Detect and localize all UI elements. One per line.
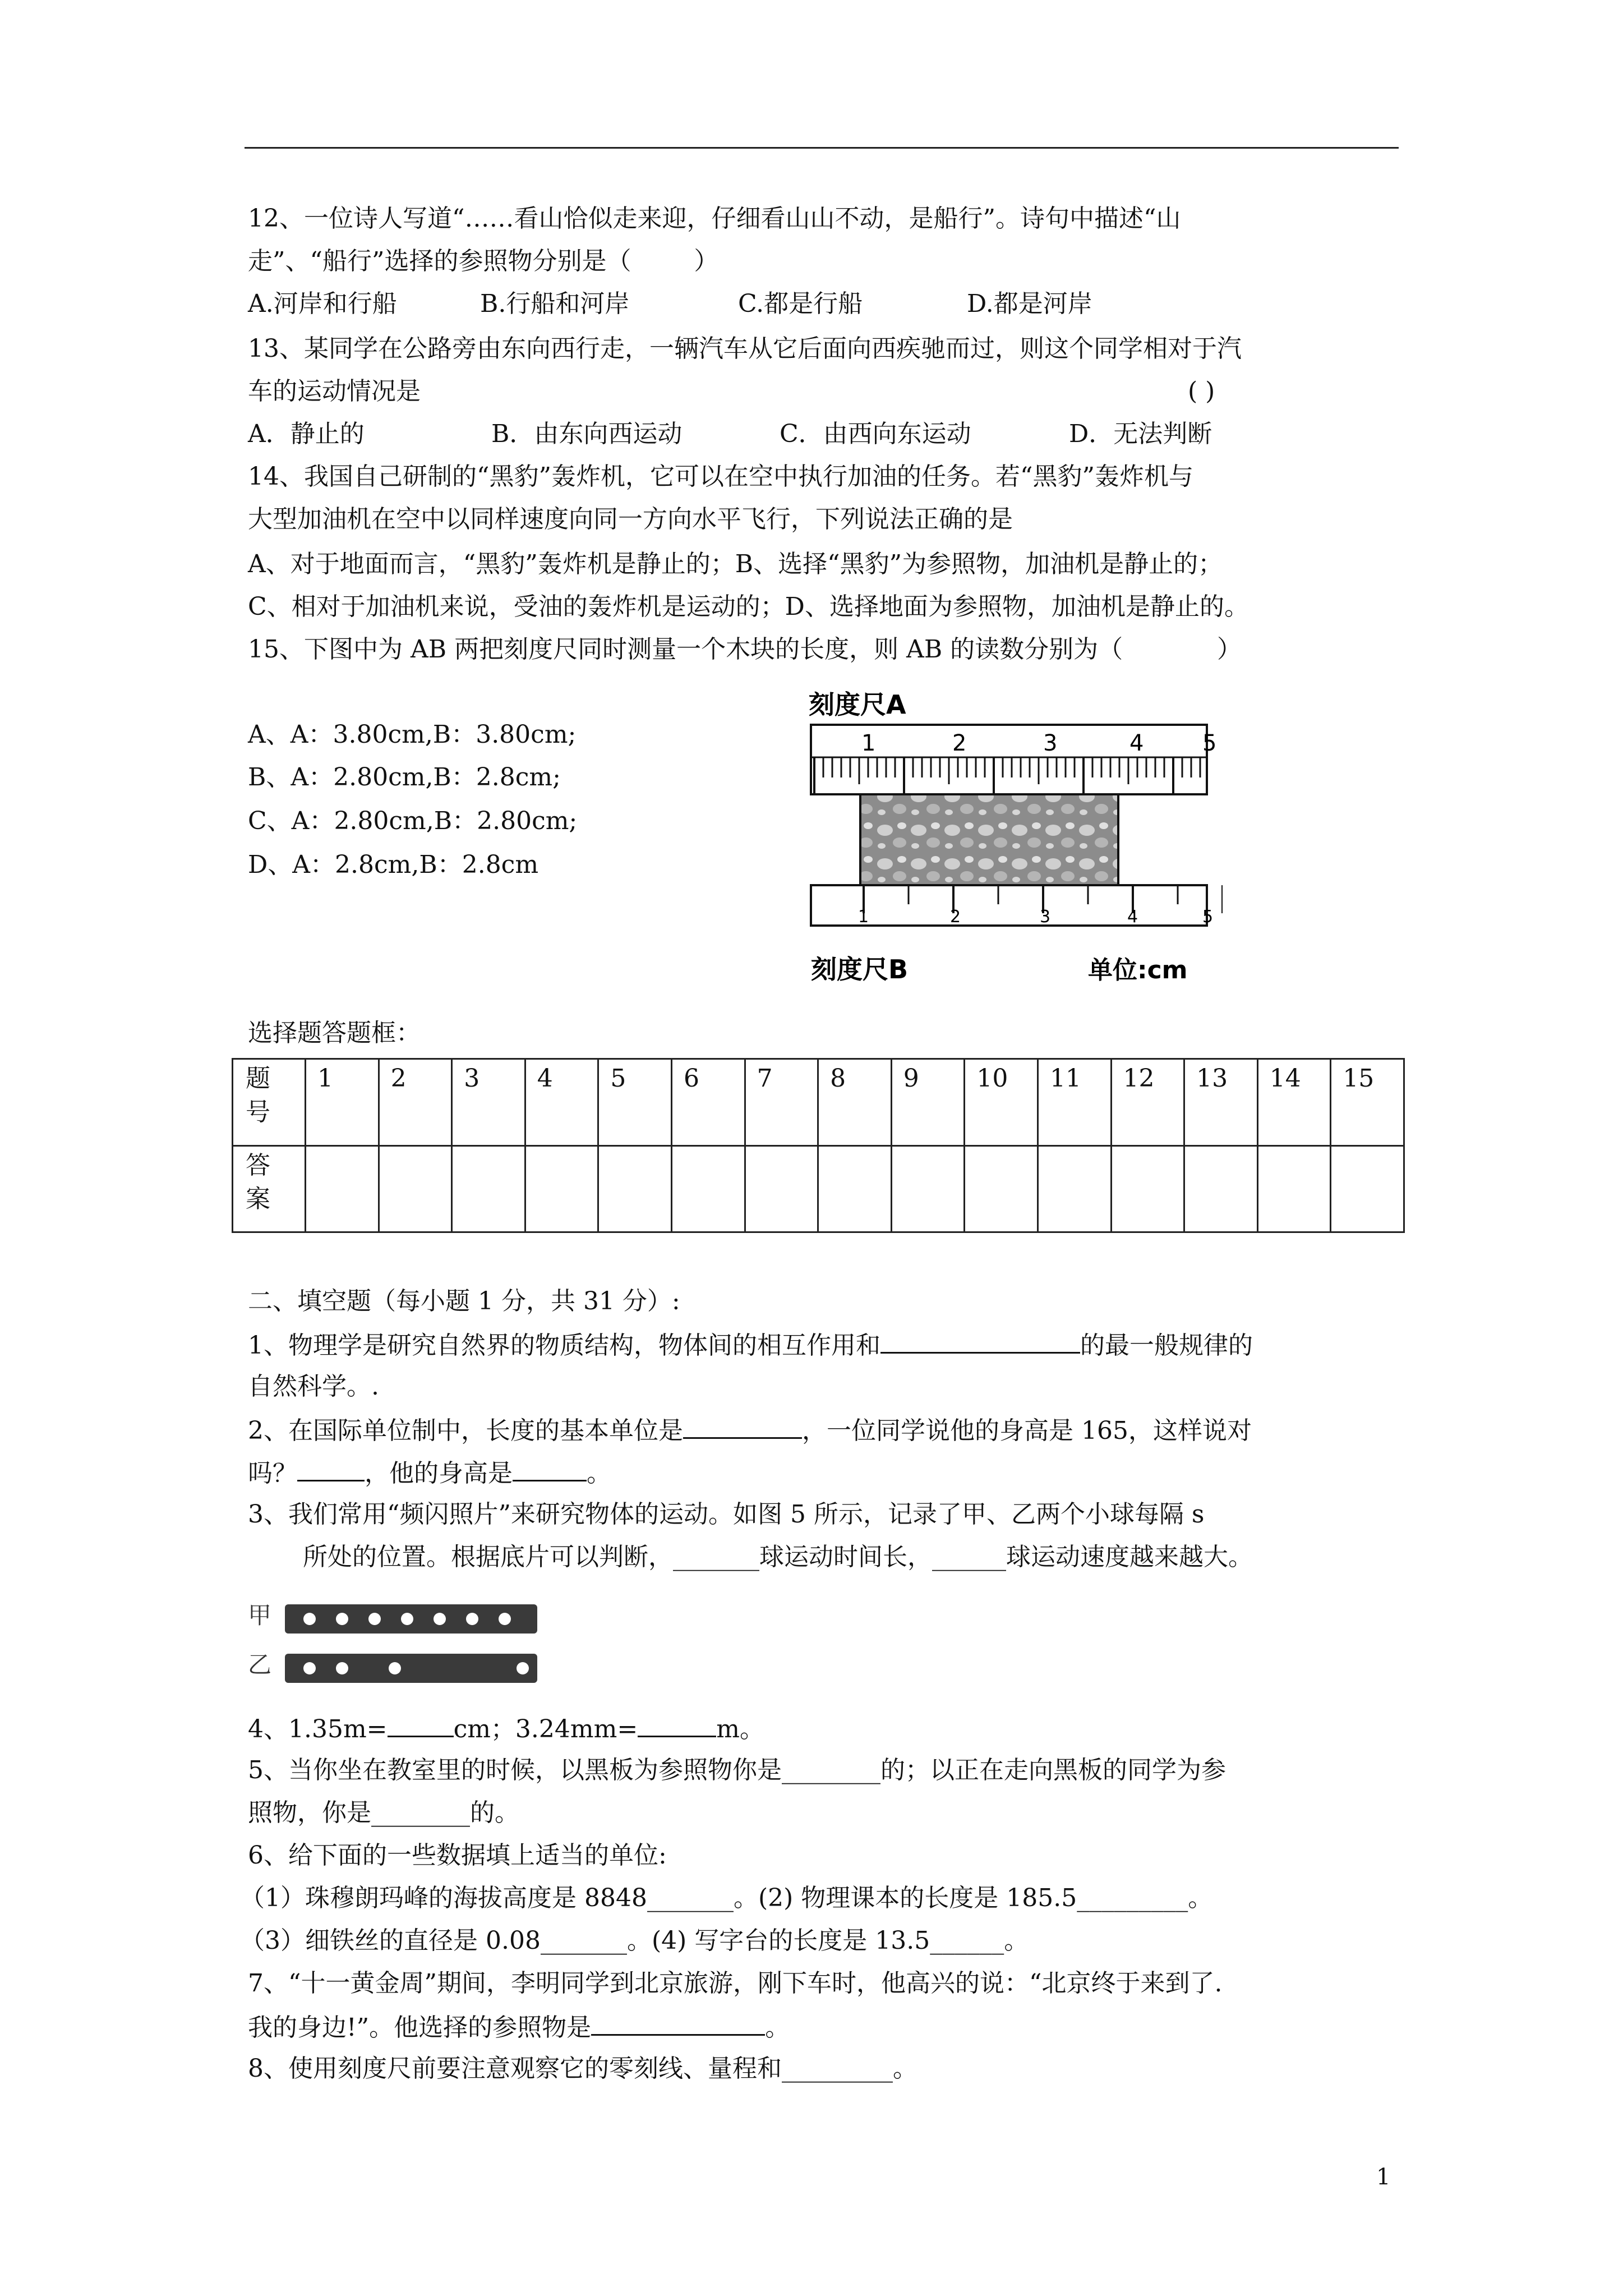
answer-cell[interactable] [1184, 1145, 1258, 1232]
page-number: 1 [1376, 2164, 1391, 2190]
flash-label-jia: 甲 [248, 1602, 272, 1629]
answer-number-cell: 4 [525, 1059, 598, 1146]
answer-number-cell: 7 [745, 1059, 818, 1146]
q12-option-c: C.都是行船 [738, 289, 863, 318]
ruler-b-tick-label: 1 [858, 907, 869, 927]
fill3-line2: 所处的位置。根据底片可以判断，_______球运动时间长，______球运动速度越来越大。 [303, 1543, 1253, 1571]
fill4-blank-cm[interactable] [388, 1711, 454, 1737]
q14-line3: A、对于地面而言，“黑豹”轰炸机是静止的；B、选择“黑豹”为参照物，加油机是静止的； [248, 550, 1223, 578]
answer-table-answer-header: 答 案 [233, 1145, 306, 1232]
answer-cell[interactable] [598, 1145, 672, 1232]
q15-option-a: A、A：3.80cm,B：3.80cm; [248, 720, 577, 749]
q14-line2: 大型加油机在空中以同样速度向同一方向水平飞行，下列说法正确的是 [248, 505, 1013, 533]
answer-cell[interactable] [965, 1145, 1038, 1232]
fill2-blank-correct[interactable] [297, 1455, 365, 1481]
ruler-b-tick-label: 4 [1127, 907, 1138, 927]
q13-option-d: D．无法判断 [1069, 420, 1212, 448]
flash-strip-yi [285, 1654, 537, 1683]
fill2-line2: 吗？ ，他的身高是 。 [248, 1455, 611, 1490]
ruler-figure [808, 684, 1223, 999]
q15-option-d: D、A：2.8cm,B：2.8cm [248, 850, 539, 879]
q15-option-b: B、A：2.80cm,B：2.8cm; [248, 763, 561, 792]
fill4-line: 4、1.35m= cm；3.24mm= m。 [248, 1711, 764, 1746]
answer-number-cell: 10 [965, 1059, 1038, 1146]
flash-ball [336, 1662, 348, 1674]
q12-line1: 12、一位诗人写道“……看山恰似走来迎，仔细看山山不动，是船行”。诗句中描述“山 [248, 204, 1181, 233]
q13-option-c: C．由西向东运动 [780, 420, 971, 448]
q13-line1: 13、某同学在公路旁由东向西行走，一辆汽车从它后面向西疾驰而过，则这个同学相对于汽 [248, 334, 1242, 363]
answer-cell[interactable] [525, 1145, 598, 1232]
answer-table [232, 1058, 1405, 1233]
flash-ball [517, 1662, 529, 1674]
answer-cell[interactable] [306, 1145, 379, 1232]
q14-line1: 14、我国自己研制的“黑豹”轰炸机，它可以在空中执行加油的任务。若“黑豹”轰炸机与 [248, 462, 1193, 491]
answer-number-cell: 6 [671, 1059, 745, 1146]
answer-cell[interactable] [1257, 1145, 1331, 1232]
answer-cell[interactable] [671, 1145, 745, 1232]
fill3-line1: 3、我们常用“频闪照片”来研究物体的运动。如图 5 所示，记录了甲、乙两个小球每隔 s [248, 1500, 1205, 1529]
flash-label-yi: 乙 [248, 1651, 272, 1678]
ruler-a-label: 刻度尺A [809, 689, 906, 720]
unit-label: 单位:cm [1088, 956, 1188, 984]
answer-cell[interactable] [891, 1145, 965, 1232]
answer-cell[interactable] [379, 1145, 452, 1232]
answer-number-cell: 9 [891, 1059, 965, 1146]
answer-cell[interactable] [1331, 1145, 1404, 1232]
q12-option-a: A.河岸和行船 [248, 289, 397, 318]
answer-number-cell: 13 [1184, 1059, 1258, 1146]
answer-number-cell: 14 [1257, 1059, 1331, 1146]
answer-number-cell: 5 [598, 1059, 672, 1146]
answer-number-cell: 3 [452, 1059, 525, 1146]
fill7-blank[interactable] [591, 2009, 765, 2036]
q14-line4: C、相对于加油机来说，受油的轰炸机是运动的；D、选择地面为参照物，加油机是静止的。 [248, 592, 1249, 621]
answer-box-title: 选择题答题框： [248, 1019, 421, 1047]
ruler-a-tick-label: 3 [1043, 730, 1058, 756]
flash-ball [401, 1613, 413, 1625]
answer-number-cell: 12 [1111, 1059, 1184, 1146]
q13-option-a: A．静止的 [248, 420, 365, 448]
header-rule [245, 147, 1399, 149]
fill2-blank-unit[interactable] [683, 1412, 802, 1439]
flash-ball [389, 1662, 401, 1674]
answer-cell[interactable] [818, 1145, 892, 1232]
flash-ball [434, 1613, 446, 1625]
fill1-line2: 自然科学。. [248, 1372, 379, 1401]
q12-option-b: B.行船和河岸 [480, 289, 630, 318]
ruler-b-tick-label: 3 [1040, 907, 1051, 927]
fill8-line: 8、使用刻度尺前要注意观察它的零刻线、量程和_________。 [248, 2054, 917, 2083]
answer-number-cell: 15 [1331, 1059, 1404, 1146]
ruler-a-tick-label: 4 [1129, 730, 1144, 756]
wooden-block [860, 794, 1118, 885]
ruler-b-label: 刻度尺B [811, 954, 909, 984]
answer-table-number-header: 题 号 [233, 1059, 306, 1146]
fill5-line1: 5、当你坐在教室里的时候，以黑板为参照物你是________的；以正在走向黑板的同学为参 [248, 1756, 1226, 1784]
ruler-a-tick-label: 2 [952, 730, 967, 756]
fill6-title: 6、给下面的一些数据填上适当的单位: [248, 1841, 667, 1870]
fill2-blank-height[interactable] [513, 1455, 587, 1481]
fill7-line2: 我的身边!”。他选择的参照物是 。 [248, 2009, 790, 2045]
fill6-line2: （3）细铁丝的直径是 0.08_______。(4) 写字台的长度是 13.5______。 [240, 1926, 1029, 1955]
flash-ball [368, 1613, 381, 1625]
ruler-b-tick-label: 5 [1202, 907, 1214, 927]
q12-line2: 走”、“船行”选择的参照物分别是（ ） [248, 247, 719, 275]
q13-line2: 车的运动情况是 [248, 377, 421, 406]
q13-option-b: B．由东向西运动 [491, 420, 683, 448]
q15-line1: 15、下图中为 AB 两把刻度尺同时测量一个木块的长度，则 AB 的读数分别为（ ） [248, 635, 1242, 664]
section2-title: 二、填空题（每小题 1 分，共 31 分）: [248, 1287, 680, 1315]
fill1-line1: 1、物理学是研究自然界的物质结构，物体间的相互作用和 的最一般规律的 [248, 1327, 1253, 1363]
answer-cell[interactable] [1038, 1145, 1111, 1232]
q12-option-d: D.都是河岸 [967, 289, 1092, 318]
fill2-line1: 2、在国际单位制中，长度的基本单位是 ，一位同学说他的身高是 165，这样说对 [248, 1412, 1252, 1448]
q15-option-c: C、A：2.80cm,B：2.80cm; [248, 807, 578, 835]
flash-ball [336, 1613, 348, 1625]
ruler-a-tick-label: 1 [861, 730, 876, 756]
fill6-line1: （1）珠穆朗玛峰的海拔高度是 8848_______。(2) 物理课本的长度是 185.5_________。 [240, 1884, 1213, 1912]
fill5-line2: 照物，你是________的。 [248, 1798, 519, 1827]
answer-number-cell: 8 [818, 1059, 892, 1146]
answer-number-cell: 2 [379, 1059, 452, 1146]
answer-cell[interactable] [745, 1145, 818, 1232]
ruler-a-tick-label: 5 [1202, 730, 1217, 756]
flash-photo-figure [248, 1595, 551, 1691]
flash-ball [303, 1662, 316, 1674]
fill1-blank[interactable] [880, 1327, 1080, 1354]
answer-cell[interactable] [452, 1145, 525, 1232]
ruler-b [811, 885, 1207, 926]
answer-number-cell: 11 [1038, 1059, 1111, 1146]
q13-answer-paren: ( ) [1188, 377, 1215, 406]
ruler-b-tick-label: 2 [950, 907, 961, 927]
flash-ball [499, 1613, 511, 1625]
fill7-line1: 7、“十一黄金周”期间，李明同学到北京旅游，刚下车时，他高兴的说：“北京终于来到了. [248, 1969, 1223, 1998]
flash-ball [303, 1613, 316, 1625]
answer-number-cell: 1 [306, 1059, 379, 1146]
answer-cell[interactable] [1111, 1145, 1184, 1232]
flash-ball [466, 1613, 478, 1625]
answer-table-number-row [233, 1059, 1404, 1146]
fill4-blank-m[interactable] [638, 1711, 716, 1737]
answer-table-answer-row [233, 1145, 1404, 1232]
